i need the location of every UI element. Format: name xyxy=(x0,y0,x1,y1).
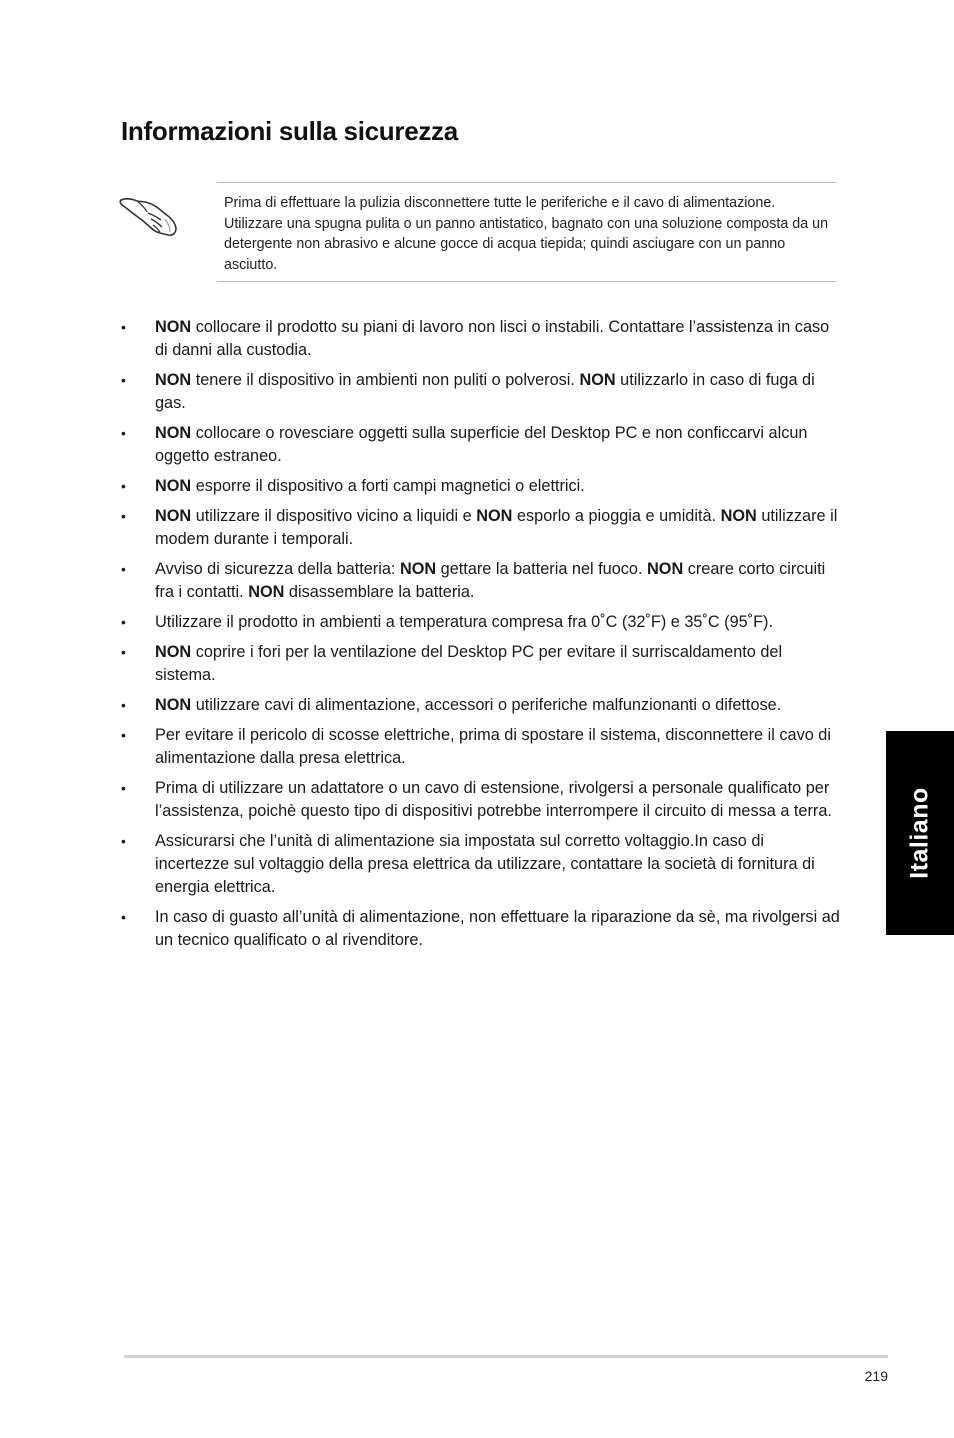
bullet-text: In caso di guasto all’unità di alimentazione, non effettuare la riparazione da sè, ma rivolgersi ad un tecnico qualificato o al rivenditore. xyxy=(155,908,840,949)
bullet-marker: • xyxy=(121,644,126,660)
bullet-text: esporre il dispositivo a forti campi magnetici o elettrici. xyxy=(191,477,585,495)
emphasis-text: NON xyxy=(647,560,684,578)
list-item xyxy=(121,558,841,604)
page-title: Informazioni sulla sicurezza xyxy=(121,116,458,146)
note-text: Prima di effettuare la pulizia disconnettere tutte le periferiche e il cavo di alimentazione. Utilizzare una spugna pulita o un panno antistatico, bagnato con una soluzione composta da un detergente non abrasivo e alcune gocce di acqua tiepida; quindi asciugare con un panno asciutto. xyxy=(224,195,829,273)
emphasis-text: NON xyxy=(155,643,192,661)
list-item xyxy=(121,422,841,468)
list-item xyxy=(121,694,841,717)
list-item xyxy=(121,475,841,498)
bullet-text: Avviso di sicurezza della batteria: xyxy=(155,560,400,578)
emphasis-text: NON xyxy=(399,560,437,578)
bullet-text: utilizzare cavi di alimentazione, accessori o periferiche malfunzionanti o difettose. xyxy=(191,696,782,714)
bullet-marker: • xyxy=(121,909,126,925)
bullet-text: utilizzarlo in caso di fuga di gas. xyxy=(155,371,815,412)
bullet-text: creare corto circuiti fra i contatti. xyxy=(155,560,826,601)
bullet-marker: • xyxy=(121,425,126,441)
emphasis-text: NON xyxy=(155,371,192,389)
footer-rule xyxy=(124,1355,888,1358)
bullet-marker: • xyxy=(121,780,126,796)
list-item xyxy=(121,724,841,770)
bullet-text: disassemblare la batteria. xyxy=(284,583,475,601)
bullet-text: utilizzare il dispositivo vicino a liquidi e xyxy=(191,507,477,525)
list-item xyxy=(121,316,841,362)
emphasis-text: NON xyxy=(155,696,192,714)
bullet-marker: • xyxy=(121,614,126,630)
bullet-marker: • xyxy=(121,727,126,743)
bullet-marker: • xyxy=(121,508,126,524)
bullet-text: Utilizzare il prodotto in ambienti a temperatura compresa fra 0˚C (32˚F) e 35˚C (95˚F). xyxy=(155,613,774,631)
bullet-text: Per evitare il pericolo di scosse elettriche, prima di spostare il sistema, disconnettere il cavo di alimentazione dalla presa elettrica. xyxy=(155,726,831,767)
bullet-text: Assicurarsi che l’unità di alimentazione sia impostata sul corretto voltaggio.In caso di incertezze sul voltaggio della presa elettrica da utilizzare, contattare la società di fornitura di energia elettrica. xyxy=(155,832,815,896)
bullet-marker: • xyxy=(121,833,126,849)
list-item xyxy=(121,505,841,551)
safety-bullet-list xyxy=(121,316,841,959)
list-item xyxy=(121,641,841,687)
emphasis-text: NON xyxy=(579,371,616,389)
bullet-text: coprire i fori per la ventilazione del Desktop PC per evitare il surriscaldamento del sistema. xyxy=(155,643,783,684)
bullet-text: utilizzare il modem durante i temporali. xyxy=(155,507,838,548)
bullet-text: gettare la batteria nel fuoco. xyxy=(436,560,648,578)
bullet-marker: • xyxy=(121,478,126,494)
side-tab-label: Italiano xyxy=(905,787,934,879)
bullet-marker: • xyxy=(121,561,126,577)
list-item xyxy=(121,777,841,823)
emphasis-text: NON xyxy=(248,583,285,601)
bullet-text: Prima di utilizzare un adattatore o un cavo di estensione, rivolgersi a personale qualificato per l’assistenza, poichè questo tipo di dispositivi potrebbe interrompere il circuito di messa a terra. xyxy=(155,779,832,820)
language-side-tab xyxy=(886,731,954,935)
bullet-text: esporlo a pioggia e umidità. xyxy=(512,507,721,525)
note-box xyxy=(217,182,837,282)
list-item xyxy=(121,830,841,899)
emphasis-text: NON xyxy=(476,507,513,525)
emphasis-text: NON xyxy=(155,507,192,525)
emphasis-text: NON xyxy=(155,477,192,495)
list-item xyxy=(121,906,841,952)
bullet-marker: • xyxy=(121,319,126,335)
emphasis-text: NON xyxy=(155,424,192,442)
pointing-hand-icon xyxy=(118,190,180,240)
bullet-text: collocare il prodotto su piani di lavoro non lisci o instabili. Contattare l’assistenza in caso di danni alla custodia. xyxy=(155,318,830,359)
bullet-text: collocare o rovesciare oggetti sulla superficie del Desktop PC e non conficcarvi alcun oggetto estraneo. xyxy=(155,424,808,465)
bullet-marker: • xyxy=(121,372,126,388)
emphasis-text: NON xyxy=(155,318,192,336)
bullet-marker: • xyxy=(121,697,126,713)
list-item xyxy=(121,611,841,634)
emphasis-text: NON xyxy=(720,507,757,525)
page-number: 219 xyxy=(864,1368,888,1384)
list-item xyxy=(121,369,841,415)
bullet-text: tenere il dispositivo in ambienti non puliti o polverosi. xyxy=(191,371,580,389)
